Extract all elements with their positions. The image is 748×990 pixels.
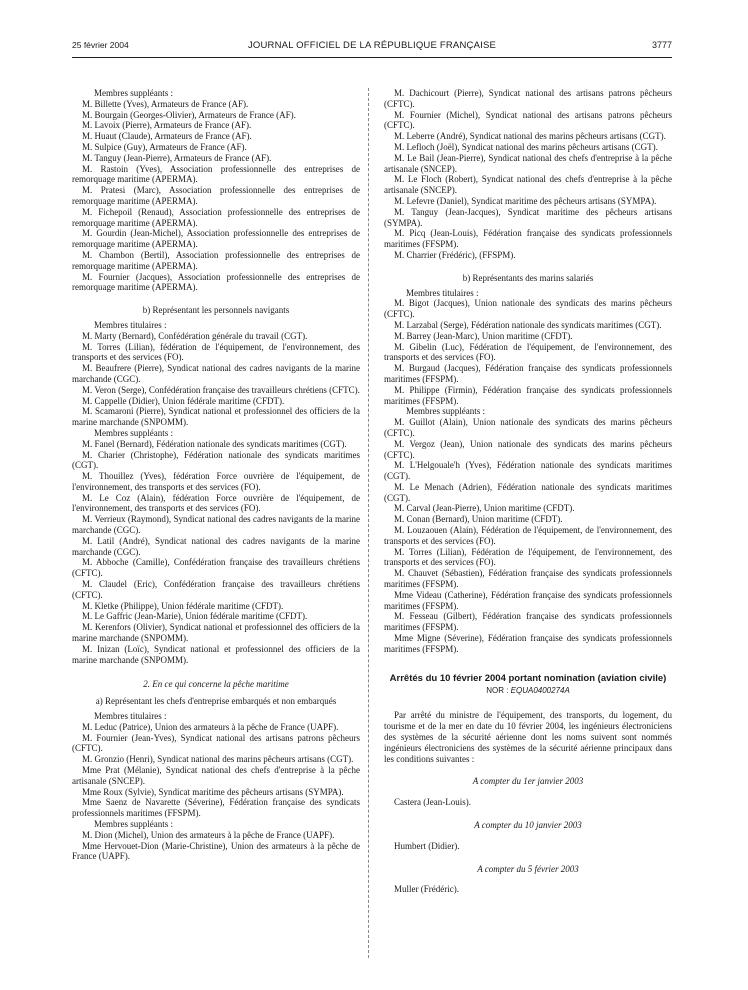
list-item: M. Chambon (Bertil), Association professionnelle des entreprises de remorquage maritime (APERMA). [72, 249, 360, 271]
list-item: M. Charier (Christophe), Fédération nationale des syndicats maritimes (CGT). [72, 449, 360, 471]
titulaires-label: Membres titulaires : [94, 319, 167, 330]
list-item: M. Gibelin (Luc), Fédération de l'équipement, de l'environnement, des transports et des services (FO). [384, 341, 672, 363]
list-item: M. Fournier (Jacques), Association professionnelle des entreprises de remorquage maritime (APERMA). [72, 271, 360, 293]
list-item: M. Billette (Yves), Armateurs de France (AF). [82, 98, 249, 109]
list-item: M. Kerenfors (Olivier), Syndicat national et professionnel des officiers de la marine marchande (SNPOMM). [72, 622, 360, 644]
list-item: M. Louzaouen (Alain), Fédération de l'équipement, de l'environnement, des transports et des services (FO). [384, 525, 672, 546]
list-item: M. Guillot (Alain), Union nationale des syndicats des marins pêcheurs (CFTC). [384, 417, 672, 438]
list-item: M. Tanguy (Jean-Pierre), Armateurs de France (AF). [82, 152, 272, 163]
list-item: M. Kletke (Philippe), Union fédérale maritime (CFDT). [82, 600, 284, 611]
list-item: M. Bigot (Jacques), Union nationale des syndicats des marins pêcheurs (CFTC). [384, 298, 672, 320]
arrete-title: Arrêtés du 10 février 2004 portant nomination (aviation civile) [389, 672, 667, 684]
nominee-name: Castera (Jean-Louis). [394, 797, 471, 808]
list-item: M. Le Floch (Robert), Syndicat national des chefs d'entreprise à la pêche artisanale (SNCEP). [384, 174, 672, 196]
list-item: M. Abboche (Camille), Confédération française des travailleurs chrétiens (CFTC). [72, 557, 360, 579]
nor-reference [384, 686, 672, 697]
nor-code: EQUA0400274A [510, 685, 570, 695]
list-item: M. Lefevre (Daniel), Syndicat maritime des pêcheurs artisans (SYMPA). [394, 195, 657, 206]
list-item: M. Picq (Jean-Louis), Fédération française des syndicats professionnels maritimes (FFSPM). [384, 228, 672, 250]
list-item: Mme Videau (Catherine), Fédération française des syndicats professionnels maritimes (FFSPM). [384, 589, 672, 611]
list-item: M. Thouillez (Yves), fédération Force ouvrière de l'équipement, de l'environnement, des transports et des services (FO). [72, 471, 360, 492]
nominee-name: Muller (Frédéric). [394, 884, 459, 895]
list-item: Mme Roux (Sylvie), Syndicat maritime des pêcheurs artisans (SYMPA). [82, 786, 344, 797]
titulaires-label: Membres titulaires : [406, 287, 479, 298]
list-item: M. Carval (Jean-Pierre), Union maritime (CFDT). [394, 503, 575, 514]
list-item: M. Vergoz (Jean), Union nationale des syndicats des marins pêcheurs (CFTC). [384, 438, 672, 460]
list-item: M. Latil (André), Syndicat national des cadres navigants de la marine marchande (CGC). [72, 535, 360, 557]
list-item: M. Leduc (Patrice), Union des armateurs à la pêche de France (UAPF). [82, 721, 339, 732]
list-item: M. Larzabal (Serge), Fédération nationale des syndicats maritimes (CGT). [394, 319, 662, 330]
suppleants-label: Membres suppléants : [94, 427, 173, 438]
list-item: M. Torres (Lilian), Fédération de l'équipement, de l'environnement, des transports et des services (FO). [384, 546, 672, 568]
list-item: M. Le Coz (Alain), fédération Force ouvrière de l'équipement, de l'environnement, des transports et des services (FO). [72, 492, 360, 514]
list-item: M. Torres (Lilian), fédération de l'équipement, de l'environnement, des transports et des services (FO). [72, 341, 360, 363]
list-item: M. Verrieux (Raymond), Syndicat national des cadres navigants de la marine marchande (CGC). [72, 514, 360, 536]
list-item: Mme Prat (Mélanie), Syndicat national des chefs d'entreprise à la pêche artisanale (SNCEP). [72, 765, 360, 786]
nominee-name: Humbert (Didier). [394, 840, 460, 851]
list-item: M. Le Bail (Jean-Pierre), Syndicat national des chefs d'entreprise à la pêche artisanale (SNCEP). [384, 152, 672, 174]
list-item: M. Tanguy (Jean-Jacques), Syndicat maritime des pêcheurs artisans (SYMPA). [384, 206, 672, 228]
list-item: M. Fournier (Michel), Syndicat national des artisans patrons pêcheurs (CFTC). [384, 109, 672, 131]
list-item: M. Sulpice (Guy), Armateurs de France (AF). [82, 141, 247, 152]
list-item: M. Dion (Michel), Union des armateurs à la pêche de France (UAPF). [82, 829, 335, 840]
left-column [72, 88, 360, 862]
list-item: M. Burgaud (Jacques), Fédération française des syndicats professionnels maritimes (FFSPM). [384, 363, 672, 384]
list-item: M. Conan (Bernard), Union maritime (CFDT). [394, 514, 563, 525]
list-item: M. Inizan (Loïc), Syndicat national et professionnel des officiers de la marine marchande (SNPOMM). [72, 643, 360, 665]
list-item: M. L'Helgouale'h (Yves), Fédération nationale des syndicats maritimes (CGT). [384, 460, 672, 482]
nor-label: NOR : [486, 685, 509, 695]
list-item: M. Charrier (Frédéric), (FFSPM). [394, 249, 516, 260]
list-item: M. Lefloch (Joël), Syndicat national des marins pêcheurs artisans (CGT). [394, 141, 658, 152]
list-item: M. Huaut (Claude), Armateurs de France (AF). [82, 131, 252, 142]
list-item: M. Beaufrere (Pierre), Syndicat national des cadres navigants de la marine marchande (CGC). [72, 363, 360, 384]
titulaires-list [72, 331, 360, 428]
list-item: Mme Hervouet-Dion (Marie-Christine), Union des armateurs à la pêche de France (UAPF). [72, 840, 360, 862]
list-item: M. Chauvet (Sébastien), Fédération française des syndicats professionnels maritimes (FFSPM). [384, 568, 672, 590]
section-b-heading: b) Représentant les personnels navigants [142, 305, 290, 316]
list-item: Mme Saenz de Navarette (Séverine), Fédération française des syndicats professionnels maritimes (FFSPM). [72, 797, 360, 819]
list-item: M. Le Menach (Adrien), Fédération nationale des syndicats maritimes (CGT). [384, 481, 672, 503]
suppleants-list [384, 417, 672, 655]
list-item: M. Scamaroni (Pierre), Syndicat national et professionnel des officiers de la marine marchande (SNPOMM). [72, 406, 360, 428]
effective-date: A compter du 1er janvier 2003 [472, 776, 584, 787]
list-item: M. Veron (Serge), Confédération française des travailleurs chrétiens (CFTC). [82, 384, 360, 395]
suppleants-label: Membres suppléants : [94, 88, 173, 98]
list-item: M. Fanel (Bernard), Fédération nationale des syndicats maritimes (CGT). [82, 438, 347, 449]
list-item: M. Cappelle (Didier), Union fédérale maritime (CFDT). [82, 395, 285, 406]
arrete-body: Par arrêté du ministre de l'équipement, des transports, du logement, du tourisme et de la mer en date du 10 février 2004, les ingénieurs électroniciens des systèmes de la sécurité aérienne dont les noms suivent sont nommés ingénieurs électroniciens des systèmes de la sécurité aérienne principaux dans les conditions suivantes : [384, 710, 672, 764]
peche-titulaires-list [72, 722, 360, 819]
effects-list [384, 776, 672, 895]
list-item: M. Pratesi (Marc), Association professionnelle des entreprises de remorquage maritime (APERMA). [72, 185, 360, 206]
section-2-heading: 2. En ce qui concerne la pêche maritime [143, 679, 289, 690]
intro-list [72, 99, 360, 293]
titulaires-label: Membres titulaires : [94, 711, 167, 722]
effective-date: A compter du 10 janvier 2003 [474, 820, 582, 831]
titulaires-list [384, 298, 672, 406]
list-item: M. Fesseau (Gilbert), Fédération française des syndicats professionnels maritimes (FFSPM). [384, 611, 672, 633]
page-header [72, 40, 672, 56]
journal-title: JOURNAL OFFICIEL DE LA RÉPUBLIQUE FRANÇAISE [247, 40, 497, 51]
list-item: M. Gronzio (Henri), Syndicat national des marins pêcheurs artisans (CGT). [82, 754, 354, 765]
page-number: 3777 [651, 40, 672, 50]
list-item: M. Dachicourt (Pierre), Syndicat national des artisans patrons pêcheurs (CFTC). [384, 88, 672, 109]
list-item: M. Marty (Bernard), Confédération générale du travail (CGT). [82, 330, 308, 341]
section-2a-heading: a) Représentant les chefs d'entreprise embarqués et non embarqués [95, 696, 337, 707]
list-item: M. Rastoin (Yves), Association professionnelle des entreprises de remorquage maritime (APERMA). [72, 163, 360, 185]
section-b-heading: b) Représentants des marins salariés [462, 272, 594, 283]
list-item: M. Lavoix (Pierre), Armateurs de France (AF). [82, 120, 252, 131]
list-item: M. Bourgain (Georges-Olivier), Armateurs de France (AF). [82, 109, 296, 120]
list-item: M. Philippe (Firmin), Fédération française des syndicats professionnels maritimes (FFSPM). [384, 384, 672, 406]
suppleants-label: Membres suppléants : [406, 406, 485, 417]
list-item: M. Gourdin (Jean-Michel), Association professionnelle des entreprises de remorquage maritime (APERMA). [72, 228, 360, 250]
list-item: M. Barrey (Jean-Marc), Union maritime (CFDT). [394, 330, 573, 341]
list-item: M. Fichepoil (Renaud), Association professionnelle des entreprises de remorquage maritime (APERMA). [72, 206, 360, 228]
continued-list [384, 88, 672, 261]
list-item: M. Fournier (Jean-Yves), Syndicat national des artisans patrons pêcheurs (CFTC). [72, 732, 360, 754]
peche-suppleants-list [72, 830, 360, 862]
header-rule [72, 57, 672, 58]
list-item: M. Le Gaffric (Jean-Marie), Union fédérale maritime (CFDT). [82, 611, 308, 622]
column-divider [368, 88, 369, 958]
list-item: M. Claudel (Eric), Confédération française des travailleurs chrétiens (CFTC). [72, 579, 360, 600]
list-item: Mme Migne (Séverine), Fédération française des syndicats professionnels maritimes (FFSPM). [384, 633, 672, 654]
list-item: M. Leberre (André), Syndicat national des marins pêcheurs artisans (CGT). [394, 131, 666, 142]
right-column [384, 88, 672, 895]
header-date: 25 février 2004 [72, 40, 129, 50]
suppleants-label: Membres suppléants : [94, 819, 173, 829]
effective-date: A compter du 5 février 2003 [477, 863, 579, 874]
suppleants-list [72, 439, 360, 666]
